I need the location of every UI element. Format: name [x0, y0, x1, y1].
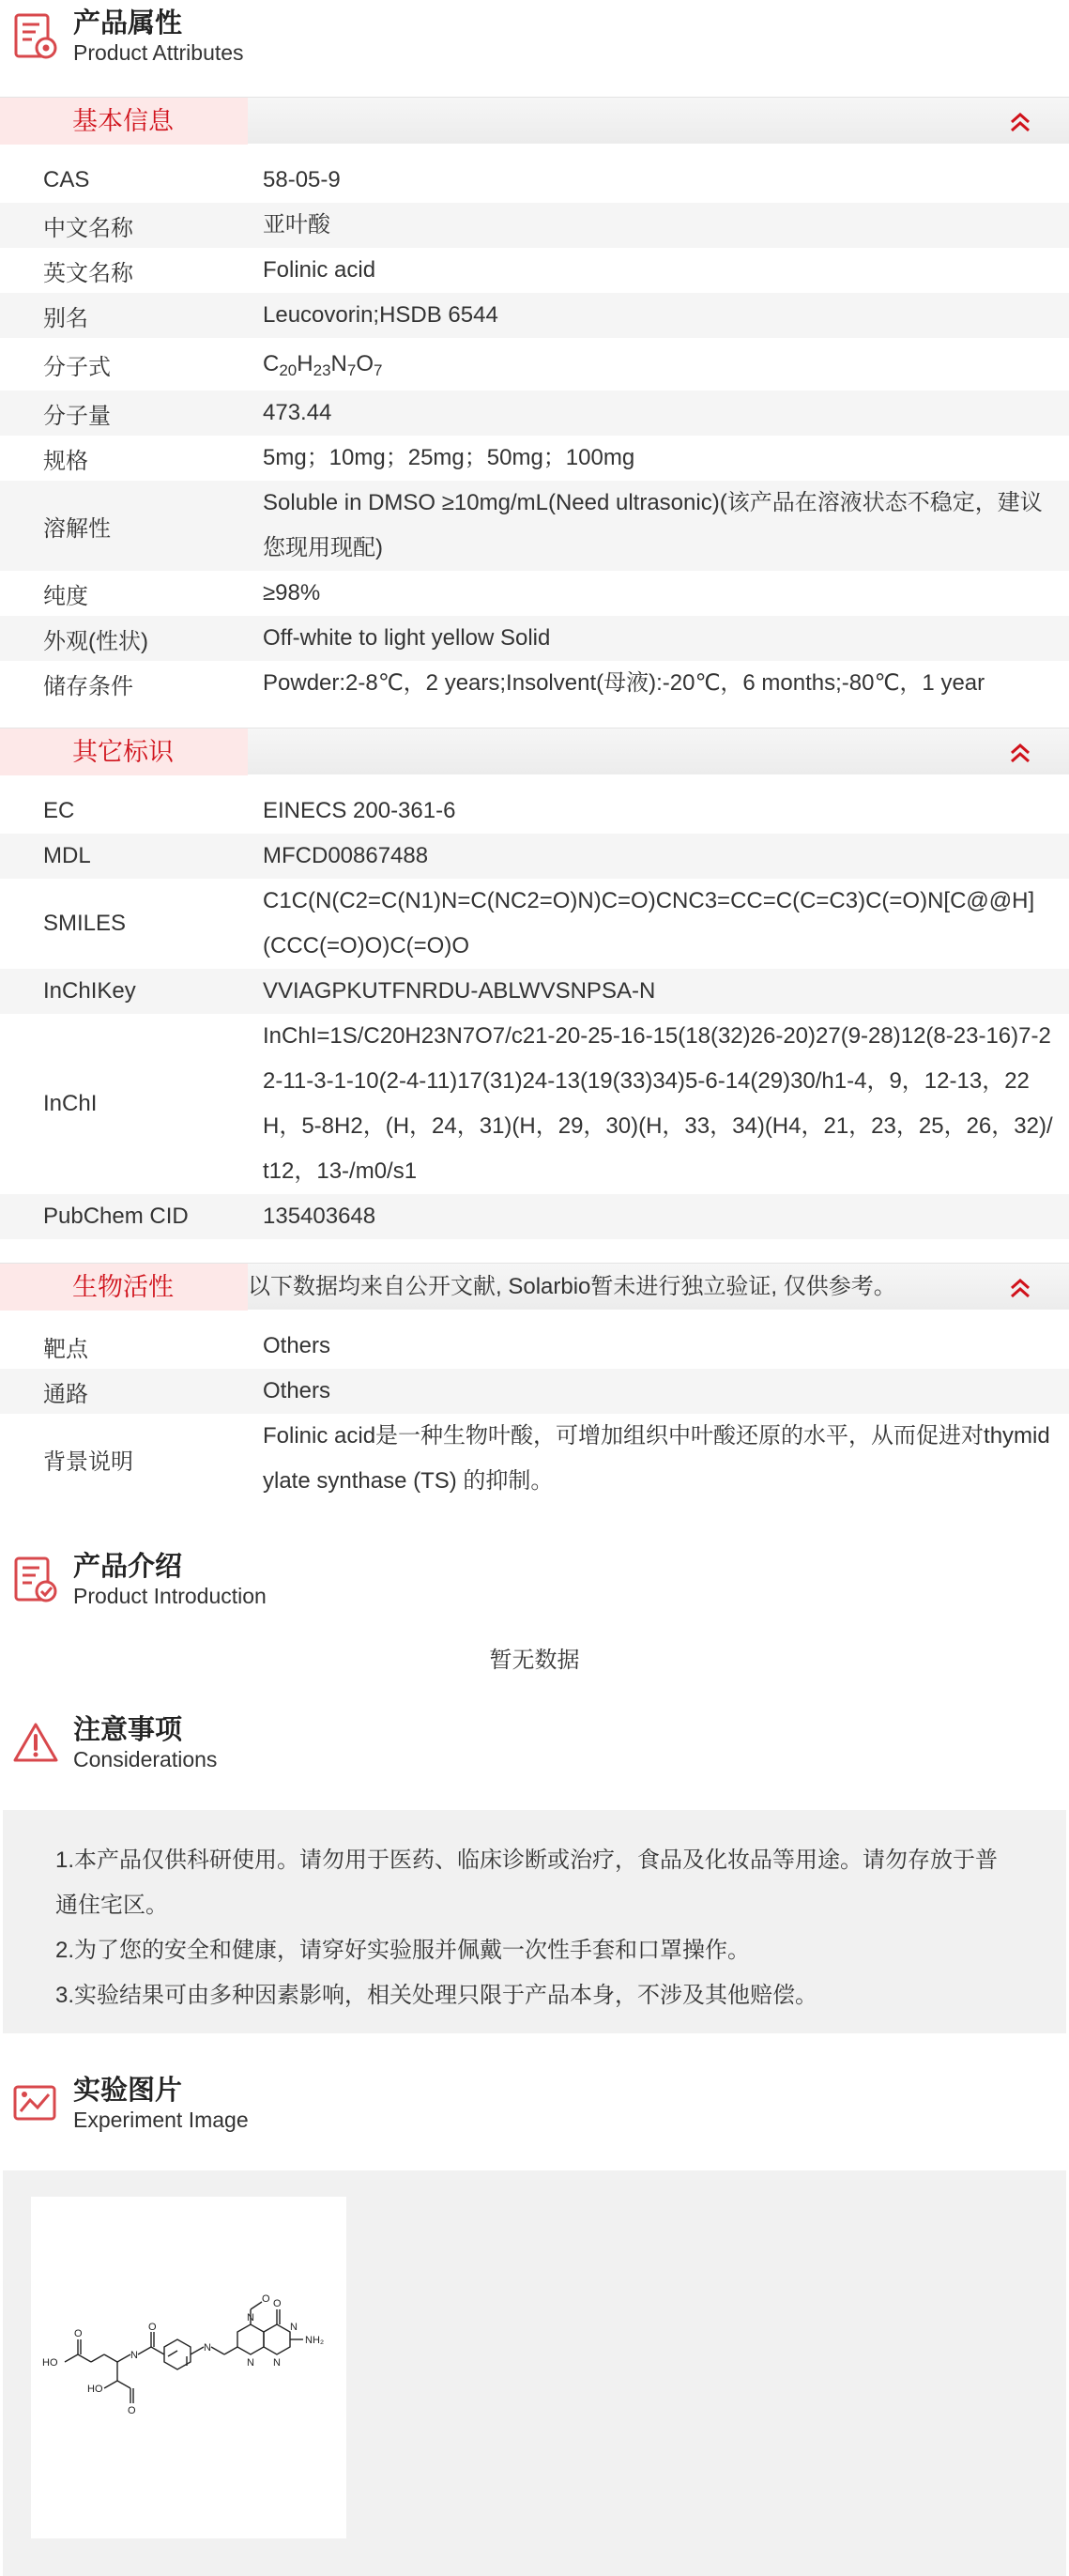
table-row	[0, 391, 1069, 436]
attr-value: Folinic acid是一种生物叶酸，可增加组织中叶酸还原的水平，从而促进对thymidylate synthase (TS) 的抑制。	[263, 1423, 1050, 1494]
table-row	[0, 1369, 1069, 1414]
considerations-title-cn: 注意事项	[73, 1715, 183, 1745]
attr-value: 亚叶酸	[263, 212, 330, 238]
document-check-icon	[11, 1554, 60, 1606]
introduction-title-en: Product Introduction	[73, 1584, 267, 1608]
attr-key: 外观(性状)	[43, 628, 148, 654]
table-row	[0, 789, 1069, 834]
structure-label: NH₂	[305, 2335, 325, 2346]
table-row	[0, 661, 1069, 706]
structure-label: N	[273, 2357, 281, 2369]
attr-value: Folinic acid	[263, 257, 376, 283]
attr-value: VVIAGPKUTFNRDU-ABLWVSNPSA-N	[263, 978, 656, 1004]
table-row	[0, 338, 1069, 391]
group-bar-basic[interactable]	[0, 97, 1069, 144]
formula-element: H	[297, 351, 313, 376]
attr-key: 英文名称	[43, 260, 133, 286]
consideration-item: 1.本产品仅供科研使用。请勿用于医药、临床诊断或治疗，食品及化妆品等用途。请勿存放于普通住宅区。	[55, 1848, 999, 1918]
structure-label: O	[128, 2405, 136, 2416]
attr-value: InChI=1S/C20H23N7O7/c21-20-25-16-15(18(32)26-20)27(9-28)12(8-23-16)7-22-11-3-1-10(2-4-11)17(31)24-13(19(33)34)5-6-14(29)30/h1-4，9，12-13，22H，5-8H2，(H，24，31)(H，29，30)(H，33，34)(H4，21，23，25，26，32)/t12，13-/m0/s1	[263, 1023, 1053, 1184]
attr-key: EC	[43, 798, 75, 823]
table-row	[0, 1014, 1069, 1194]
formula-count: 20	[279, 361, 298, 379]
structure-label: N	[130, 2350, 138, 2361]
chevron-up-icon[interactable]	[1007, 1275, 1033, 1301]
consideration-item: 2.为了您的安全和健康，请穿好实验服并佩戴一次性手套和口罩操作。	[55, 1938, 751, 1963]
image-chart-icon	[11, 2078, 60, 2130]
introduction-header	[11, 1547, 267, 1613]
group-tab-identifiers[interactable]: 其它标识	[0, 728, 248, 775]
table-row	[0, 203, 1069, 248]
experiment-title-en: Experiment Image	[73, 2108, 249, 2132]
introduction-title-cn: 产品介绍	[73, 1552, 183, 1582]
group-bar-bioactivity[interactable]	[0, 1263, 1069, 1310]
attr-key: 分子式	[43, 354, 111, 380]
attribute-table-identifiers	[0, 789, 1069, 1239]
attr-value: Others	[263, 1378, 331, 1403]
attr-value-formula	[263, 342, 1069, 387]
attributes-title-en: Product Attributes	[73, 40, 244, 65]
considerations-header	[11, 1710, 217, 1776]
table-row	[0, 158, 1069, 203]
table-row	[0, 969, 1069, 1014]
table-row	[0, 1414, 1069, 1504]
bioactivity-disclaimer: 以下数据均来自公开文献, Solarbio暂未进行独立验证, 仅供参考。	[248, 1274, 896, 1299]
table-row	[0, 1324, 1069, 1369]
group-tab-bioactivity[interactable]: 生物活性	[0, 1264, 248, 1311]
attr-key: InChIKey	[43, 978, 136, 1004]
table-row	[0, 616, 1069, 661]
attr-value: 135403648	[263, 1204, 376, 1229]
attr-key: 靶点	[43, 1336, 88, 1362]
structure-label: N	[204, 2342, 211, 2354]
formula-element: C	[263, 351, 280, 376]
consideration-item: 3.实验结果可由多种因素影响，相关处理只限于产品本身，不涉及其他赔偿。	[55, 1983, 818, 2008]
structure-label: N	[290, 2322, 298, 2333]
structure-label: N	[247, 2312, 254, 2323]
formula-element: O	[356, 351, 374, 376]
warning-icon	[11, 1717, 60, 1770]
chevron-up-icon[interactable]	[1007, 740, 1033, 766]
table-row	[0, 571, 1069, 616]
formula-count: 7	[346, 361, 357, 379]
table-row	[0, 834, 1069, 879]
table-row	[0, 293, 1069, 338]
considerations-box	[3, 1810, 1066, 2033]
structure-label: O	[262, 2293, 270, 2305]
attr-value: ≥98%	[263, 580, 321, 606]
attr-key: SMILES	[43, 911, 127, 936]
attr-key: InChI	[43, 1091, 98, 1116]
attr-key: 中文名称	[43, 215, 133, 241]
attr-key: 纯度	[43, 583, 88, 609]
structure-label: O	[273, 2298, 282, 2309]
attribute-table-bioactivity	[0, 1324, 1069, 1504]
attr-value: 5mg；10mg；25mg；50mg；100mg	[263, 445, 635, 470]
attr-value: EINECS 200-361-6	[263, 798, 456, 823]
structure-label: N	[247, 2357, 254, 2369]
attr-value: Others	[263, 1333, 331, 1358]
attr-key: 储存条件	[43, 673, 133, 699]
structure-label: HO	[87, 2384, 103, 2395]
group-bar-identifiers[interactable]	[0, 728, 1069, 774]
attr-key: 通路	[43, 1381, 88, 1407]
table-row	[0, 248, 1069, 293]
formula-count: 7	[374, 361, 383, 379]
structure-label: HO	[42, 2357, 58, 2369]
attribute-table-basic	[0, 158, 1069, 706]
chevron-up-icon[interactable]	[1007, 109, 1033, 135]
attr-key: PubChem CID	[43, 1204, 189, 1229]
attr-key: 溶解性	[43, 515, 111, 542]
table-row	[0, 879, 1069, 969]
attr-value: 58-05-9	[263, 167, 341, 192]
attr-key: 分子量	[43, 403, 111, 429]
attr-value: Leucovorin;HSDB 6544	[263, 302, 498, 328]
group-tab-basic[interactable]: 基本信息	[0, 98, 248, 145]
experiment-image-area	[3, 2170, 1066, 2576]
attr-value: MFCD00867488	[263, 843, 429, 868]
document-gear-icon	[11, 10, 60, 63]
table-row	[0, 1194, 1069, 1239]
attr-value: Powder:2-8℃，2 years;Insolvent(母液):-20℃，6 months;-80℃，1 year	[263, 670, 985, 696]
no-data-text: 暂无数据	[489, 1648, 580, 1673]
attr-key: MDL	[43, 843, 91, 868]
formula-count: 23	[313, 361, 331, 379]
attributes-header	[11, 4, 244, 69]
attr-key: 规格	[43, 448, 88, 474]
experiment-header	[11, 2071, 249, 2137]
considerations-title-en: Considerations	[73, 1747, 218, 1771]
formula-element: N	[330, 351, 347, 376]
structure-label: O	[74, 2328, 83, 2339]
table-row	[0, 481, 1069, 571]
attributes-title-cn: 产品属性	[73, 8, 183, 38]
attr-value: 473.44	[263, 400, 332, 425]
attr-key: 背景说明	[43, 1449, 133, 1475]
structure-label: O	[148, 2322, 157, 2333]
attr-value: C1C(N(C2=C(N1)N=C(NC2=O)N)C=O)CNC3=CC=C(C=C3)C(=O)N[C@@H](CCC(=O)O)C(=O)O	[263, 888, 1035, 958]
table-row	[0, 436, 1069, 481]
attr-key: CAS	[43, 167, 90, 192]
attr-value: Off-white to light yellow Solid	[263, 625, 551, 651]
attr-key: 别名	[43, 305, 88, 331]
chemical-structure-drawing	[31, 2197, 346, 2538]
experiment-title-cn: 实验图片	[73, 2076, 183, 2106]
structure-image[interactable]	[31, 2197, 346, 2538]
attr-value: Soluble in DMSO ≥10mg/mL(Need ultrasonic)(该产品在溶液状态不稳定，建议您现用现配)	[263, 490, 1043, 560]
